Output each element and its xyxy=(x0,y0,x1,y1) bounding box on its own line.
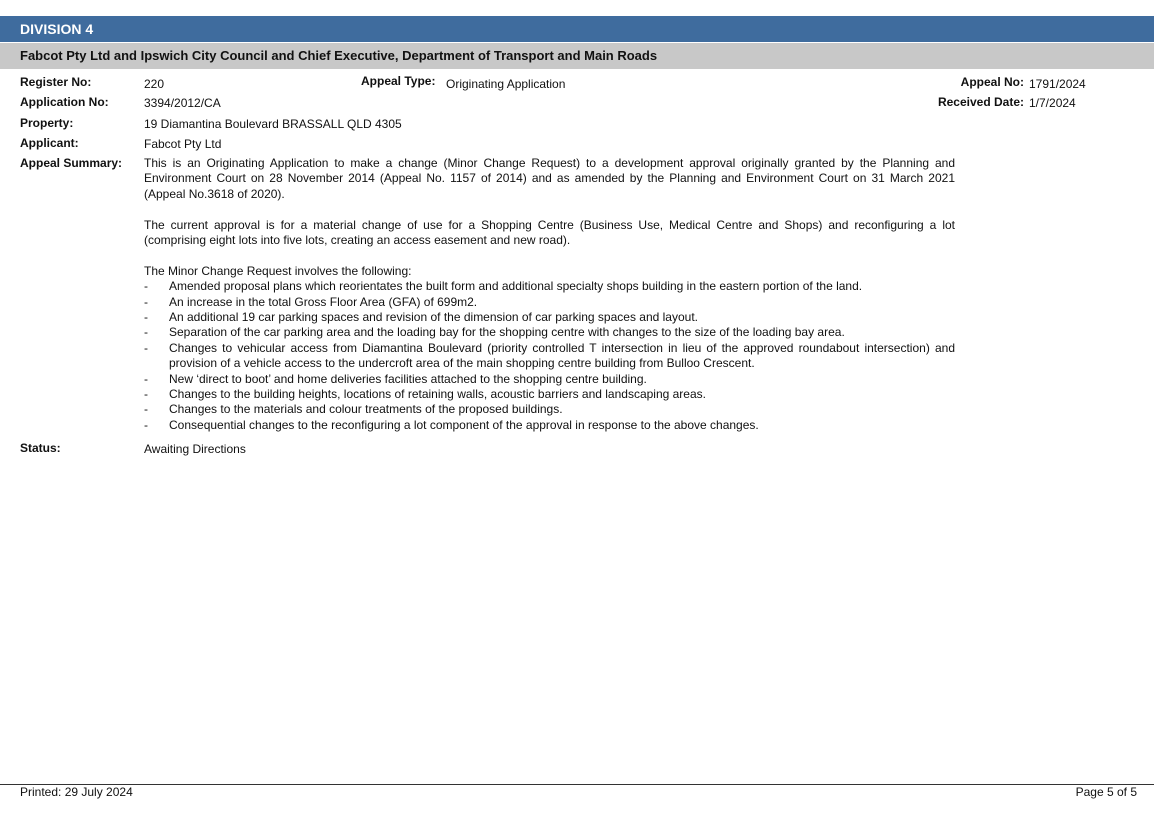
list-item-text: Changes to the building heights, locations of retaining walls, acoustic barriers and landscaping areas. xyxy=(169,387,706,402)
list-item xyxy=(144,295,955,310)
applicant-label: Applicant: xyxy=(20,136,79,150)
list-item-text: Changes to vehicular access from Diamantina Boulevard (priority controlled T intersection in lieu of the approved roundabout intersection) and provision of a vehicle access to the undercroft area of the main shopping centre building from Bulloo Crescent. xyxy=(169,340,955,371)
bullet-dash: - xyxy=(144,294,148,309)
bullet-dash: - xyxy=(144,325,148,340)
status-label: Status: xyxy=(20,441,61,455)
list-item xyxy=(144,402,955,417)
page-number: Page 5 of 5 xyxy=(1075,785,1137,799)
list-item xyxy=(144,418,955,433)
summary-paragraph-3: The Minor Change Request involves the following: xyxy=(144,263,412,278)
property-value: 19 Diamantina Boulevard BRASSALL QLD 4305 xyxy=(144,117,402,131)
printed-date: Printed: 29 July 2024 xyxy=(20,785,133,799)
applicant-value: Fabcot Pty Ltd xyxy=(144,137,222,151)
footer-divider xyxy=(0,784,1154,785)
received-date-label: Received Date: xyxy=(937,95,1024,109)
list-item xyxy=(144,372,955,387)
list-item-text: An increase in the total Gross Floor Area (GFA) of 699m2. xyxy=(169,294,478,309)
minor-change-list xyxy=(144,279,955,433)
division-header: DIVISION 4 xyxy=(0,16,1154,42)
bullet-dash: - xyxy=(144,417,148,432)
property-label: Property: xyxy=(20,116,74,130)
list-item-text: Changes to the materials and colour treatments of the proposed buildings. xyxy=(169,402,563,417)
list-item-text: Separation of the car parking area and the loading bay for the shopping centre with changes to the size of the loading bay area. xyxy=(169,325,845,340)
list-item xyxy=(144,310,955,325)
appeal-summary-label: Appeal Summary: xyxy=(20,156,123,170)
bullet-dash: - xyxy=(144,340,148,355)
bullet-dash: - xyxy=(144,371,148,386)
appeal-no-label: Appeal No: xyxy=(960,75,1024,89)
application-no-label: Application No: xyxy=(20,95,109,109)
list-item xyxy=(144,325,955,340)
register-no-value: 220 xyxy=(144,77,165,91)
list-item-text: Consequential changes to the reconfiguring a lot component of the approval in response to the above changes. xyxy=(169,417,759,432)
list-item xyxy=(144,279,955,294)
summary-paragraph-1: This is an Originating Application to make a change (Minor Change Request) to a development approval originally granted by the Planning and Environment Court on 28 November 2014 (Appeal No. 1157 of 2014) and as amended by the Planning and Environment Court on 31 March 2021 (Appeal No.3618 of 2020). xyxy=(144,156,955,201)
case-title: Fabcot Pty Ltd and Ipswich City Council and Chief Executive, Department of Transport and Main Roads xyxy=(0,43,1154,69)
list-item xyxy=(144,387,955,402)
bullet-dash: - xyxy=(144,310,148,325)
received-date-value: 1/7/2024 xyxy=(1029,96,1076,110)
bullet-dash: - xyxy=(144,279,148,294)
list-item-text: An additional 19 car parking spaces and revision of the dimension of car parking spaces and layout. xyxy=(169,310,698,325)
appeal-no-value: 1791/2024 xyxy=(1029,77,1086,91)
appeal-type-label: Appeal Type: xyxy=(361,74,436,88)
summary-paragraph-2: The current approval is for a material change of use for a Shopping Centre (Business Use, Medical Centre and Shops) and reconfiguring a lot (comprising eight lots into five lots, creating an access easement and new road). xyxy=(144,217,955,248)
list-item-text: Amended proposal plans which reorientates the built form and additional specialty shops building in the eastern portion of the land. xyxy=(169,279,863,294)
appeal-type-value: Originating Application xyxy=(446,77,566,91)
bullet-dash: - xyxy=(144,402,148,417)
appeal-summary xyxy=(144,156,955,433)
list-item xyxy=(144,341,955,372)
application-no-value: 3394/2012/CA xyxy=(144,96,221,110)
bullet-dash: - xyxy=(144,387,148,402)
status-value: Awaiting Directions xyxy=(144,442,246,456)
list-item-text: New ‘direct to boot’ and home deliveries facilities attached to the shopping centre building. xyxy=(169,371,647,386)
register-no-label: Register No: xyxy=(20,75,92,89)
